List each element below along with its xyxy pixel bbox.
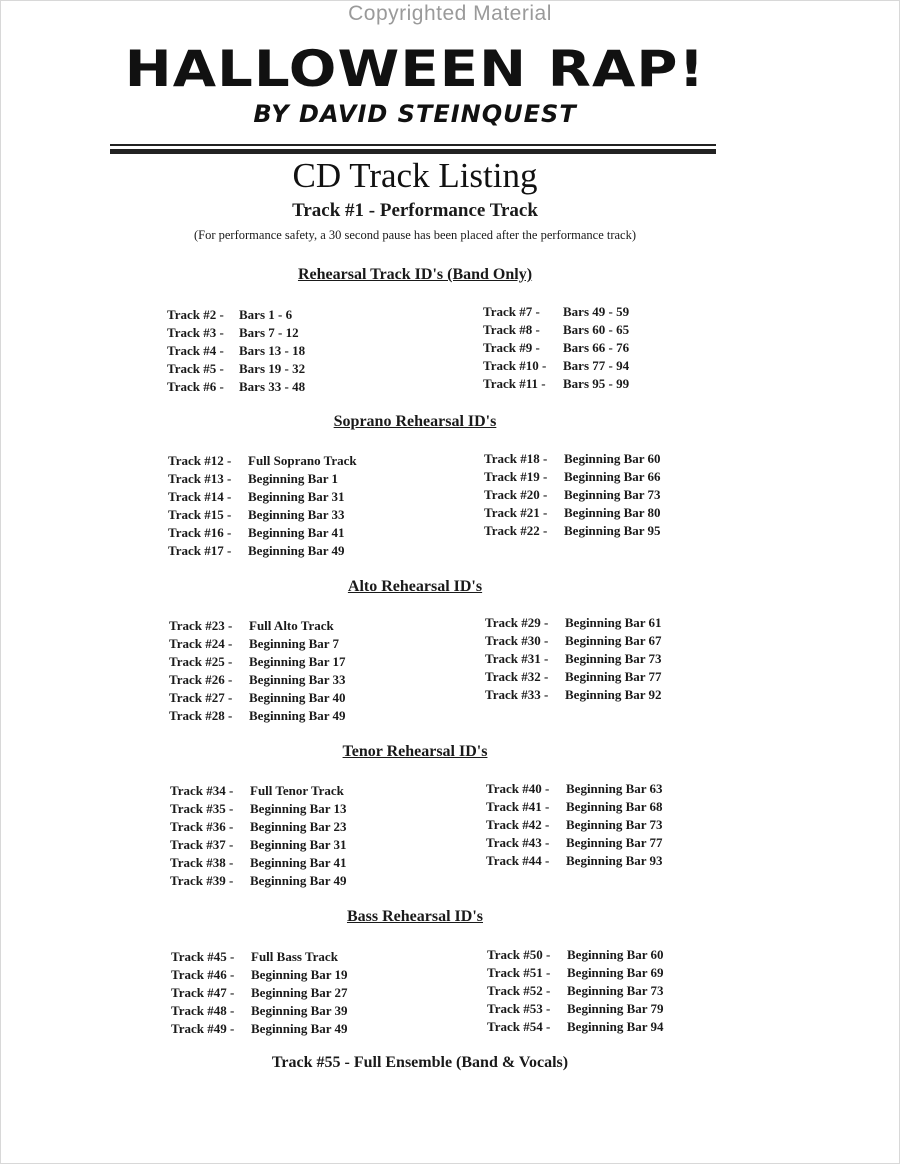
track-row: Track #48 - Beginning Bar 39	[171, 1003, 348, 1018]
track-row: Track #54 - Beginning Bar 94	[487, 1019, 664, 1034]
track-row: Track #4 - Bars 13 - 18	[167, 343, 306, 358]
track-row: Track #23 - Full Alto Track	[169, 618, 334, 633]
track-row: Track #46 - Beginning Bar 19	[171, 967, 348, 982]
tenor-tracks-right	[486, 780, 663, 870]
alto-tracks-left	[169, 617, 346, 725]
band-tracks-left	[167, 306, 305, 396]
performance-track: Track #1 - Performance Track	[292, 200, 538, 221]
track-row: Track #42 - Beginning Bar 73	[486, 817, 663, 832]
track-row: Track #16 - Beginning Bar 41	[168, 525, 345, 540]
track-row: Track #53 - Beginning Bar 79	[487, 1001, 664, 1016]
track-row: Track #35 - Beginning Bar 13	[170, 801, 347, 816]
section-heading-bass: Bass Rehearsal ID's	[346, 908, 483, 925]
track-row: Track #49 - Beginning Bar 49	[171, 1021, 348, 1036]
header-rule-thick	[110, 149, 716, 154]
track-row: Track #28 - Beginning Bar 49	[169, 708, 346, 723]
composer-byline: BY DAVID STEINQUEST	[253, 100, 577, 128]
track-row: Track #8 - Bars 60 - 65	[483, 322, 630, 337]
track-row: Track #13 - Beginning Bar 1	[168, 471, 339, 486]
track-row: Track #38 - Beginning Bar 41	[170, 855, 347, 870]
header-rule-thin	[110, 144, 716, 146]
track-row: Track #33 - Beginning Bar 92	[485, 687, 662, 702]
track-row: Track #10 - Bars 77 - 94	[483, 358, 630, 373]
track-row: Track #26 - Beginning Bar 33	[169, 672, 346, 687]
track-row: Track #3 - Bars 7 - 12	[167, 325, 299, 340]
track-row: Track #2 - Bars 1 - 6	[167, 307, 293, 322]
track-row: Track #50 - Beginning Bar 60	[487, 947, 664, 962]
track-row: Track #11 - Bars 95 - 99	[483, 376, 630, 391]
track-row: Track #51 - Beginning Bar 69	[487, 965, 664, 980]
track-row: Track #18 - Beginning Bar 60	[484, 451, 661, 466]
performance-note: (For performance safety, a 30 second pause has been placed after the performance track)	[193, 228, 637, 242]
track-row: Track #12 - Full Soprano Track	[168, 453, 357, 468]
track-row: Track #34 - Full Tenor Track	[170, 783, 344, 798]
track-row: Track #27 - Beginning Bar 40	[169, 690, 346, 705]
band-tracks-right	[483, 303, 629, 393]
track-row: Track #29 - Beginning Bar 61	[485, 615, 662, 630]
track-row: Track #37 - Beginning Bar 31	[170, 837, 347, 852]
track-row: Track #17 - Beginning Bar 49	[168, 543, 345, 558]
tenor-tracks-left	[170, 782, 347, 890]
track-row: Track #19 - Beginning Bar 66	[484, 469, 661, 484]
track-row: Track #47 - Beginning Bar 27	[171, 985, 348, 1000]
song-title: HALLOWEEN RAP!	[124, 40, 706, 98]
track-row: Track #22 - Beginning Bar 95	[484, 523, 661, 538]
section-heading-band: Rehearsal Track ID's (Band Only)	[297, 266, 533, 283]
track-row: Track #40 - Beginning Bar 63	[486, 781, 663, 796]
alto-tracks-right	[485, 614, 662, 704]
track-row: Track #14 - Beginning Bar 31	[168, 489, 345, 504]
track-row: Track #36 - Beginning Bar 23	[170, 819, 347, 834]
track-row: Track #9 - Bars 66 - 76	[483, 340, 630, 355]
track-row: Track #24 - Beginning Bar 7	[169, 636, 340, 651]
final-track: Track #55 - Full Ensemble (Band & Vocals)	[271, 1054, 569, 1071]
track-row: Track #21 - Beginning Bar 80	[484, 505, 661, 520]
soprano-tracks-right	[484, 450, 661, 540]
track-row: Track #31 - Beginning Bar 73	[485, 651, 662, 666]
track-row: Track #6 - Bars 33 - 48	[167, 379, 306, 394]
section-heading-soprano: Soprano Rehearsal ID's	[333, 413, 497, 430]
section-heading-tenor: Tenor Rehearsal ID's	[342, 743, 488, 760]
track-row: Track #39 - Beginning Bar 49	[170, 873, 347, 888]
bass-tracks-right	[487, 946, 664, 1036]
soprano-tracks-left	[168, 452, 357, 560]
section-heading-alto: Alto Rehearsal ID's	[347, 578, 483, 595]
track-row: Track #15 - Beginning Bar 33	[168, 507, 345, 522]
track-row: Track #41 - Beginning Bar 68	[486, 799, 663, 814]
track-row: Track #20 - Beginning Bar 73	[484, 487, 661, 502]
track-row: Track #25 - Beginning Bar 17	[169, 654, 346, 669]
listing-title: CD Track Listing	[292, 156, 538, 195]
track-row: Track #45 - Full Bass Track	[171, 949, 338, 964]
track-row: Track #30 - Beginning Bar 67	[485, 633, 662, 648]
track-row: Track #44 - Beginning Bar 93	[486, 853, 663, 868]
copyright-watermark: Copyrighted Material	[348, 2, 552, 25]
track-row: Track #5 - Bars 19 - 32	[167, 361, 306, 376]
track-row: Track #7 - Bars 49 - 59	[483, 304, 630, 319]
bass-tracks-left	[171, 948, 348, 1038]
track-row: Track #52 - Beginning Bar 73	[487, 983, 664, 998]
track-row: Track #32 - Beginning Bar 77	[485, 669, 662, 684]
track-row: Track #43 - Beginning Bar 77	[486, 835, 663, 850]
